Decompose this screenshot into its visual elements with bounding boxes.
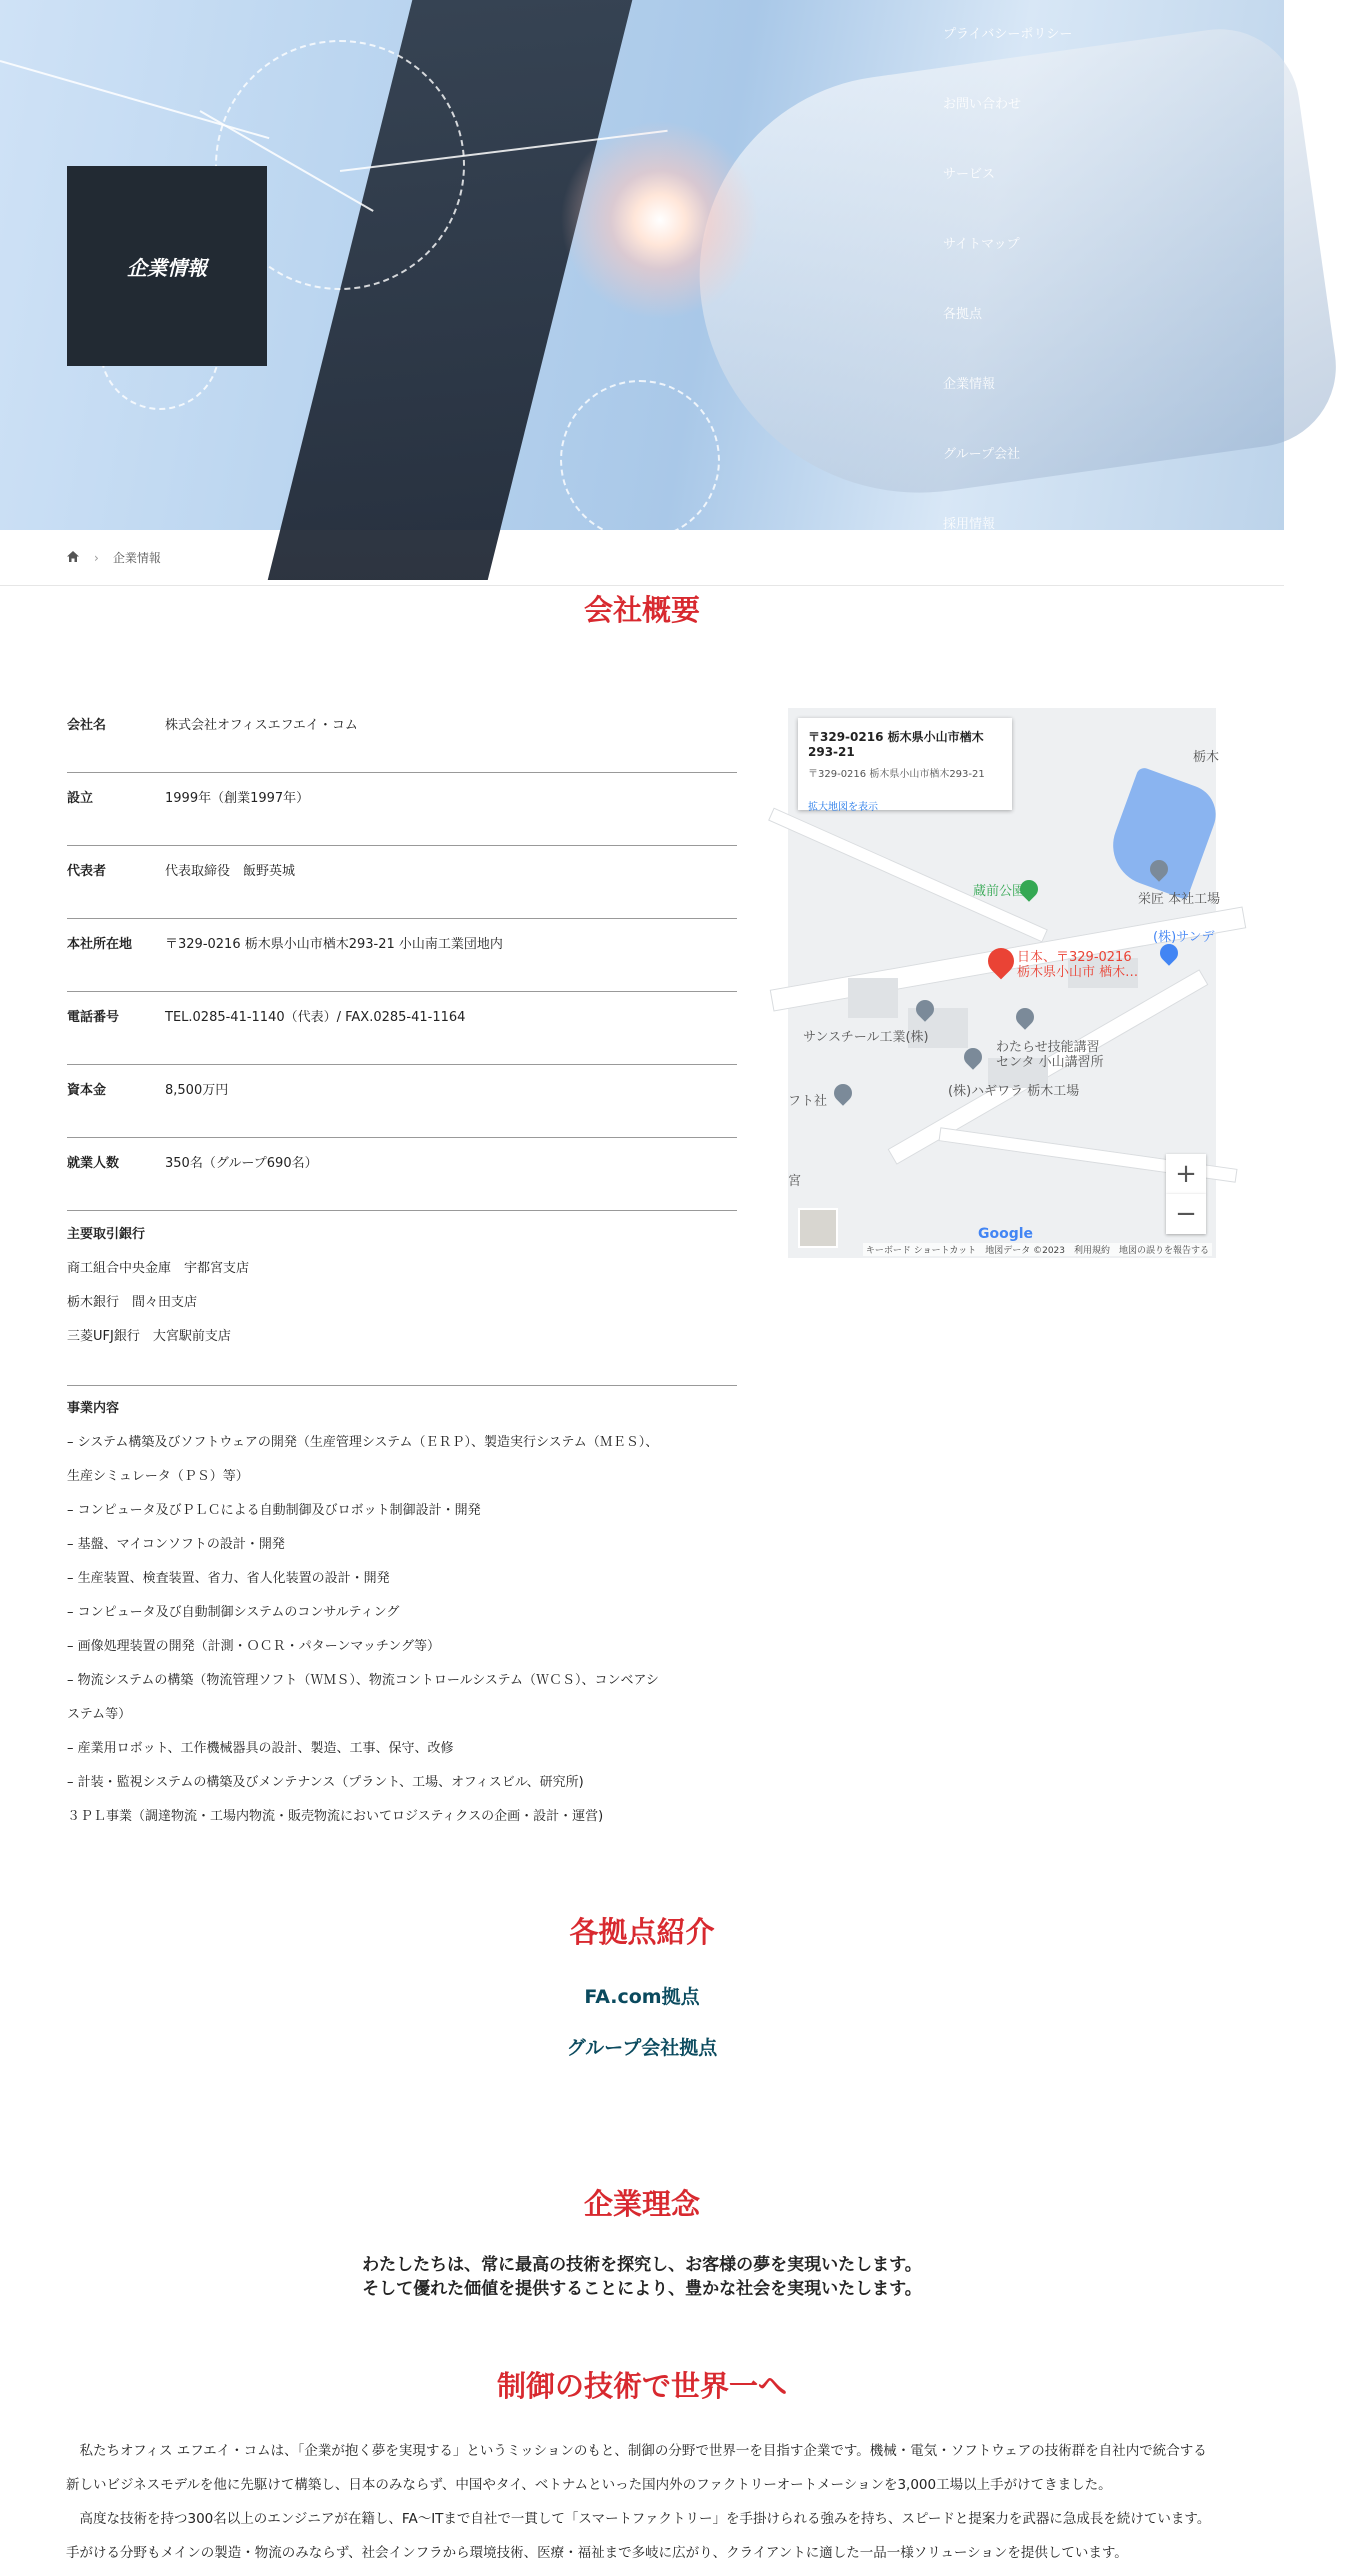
row-key: 資本金: [67, 1083, 107, 1098]
row-key: 就業人数: [67, 1156, 120, 1171]
overview-heading: 会社概要: [583, 593, 700, 627]
nav-locations[interactable]: 各拠点: [943, 307, 983, 322]
nav-company[interactable]: 企業情報: [943, 377, 996, 392]
business-item: ステム等）: [67, 1707, 132, 1722]
circuit-line-decor: [0, 60, 269, 139]
map-road: [768, 808, 1048, 943]
pin-label: [1017, 950, 1138, 980]
row-key: 設立: [67, 791, 94, 806]
overview-row: [67, 1138, 737, 1211]
locations-heading: 各拠点紹介: [569, 1915, 715, 1949]
business-key: 事業内容: [67, 1401, 120, 1416]
group-locations-link[interactable]: グループ会社拠点: [566, 2037, 718, 2059]
business-item: – 生産装置、検査装置、省力、省人化装置の設計・開発: [67, 1571, 390, 1586]
row-value: TEL.0285-41-1140（代表）/ FAX.0285-41-1164: [165, 1010, 466, 1025]
row-key: 会社名: [67, 718, 107, 733]
pin-label-line: 日本、〒329-0216: [1017, 950, 1132, 965]
map-info-sub: 〒329-0216 栃木県小山市楢木293-21: [808, 769, 985, 780]
business-item: – 基盤、マイコンソフトの設計・開発: [67, 1537, 285, 1552]
place-marker-icon[interactable]: [1012, 1004, 1037, 1029]
row-value: 株式会社オフィスエフエイ・コム: [165, 718, 358, 733]
map-label: サンスチール工業(株): [803, 1030, 929, 1045]
map-label: (株)ハギワラ 栃木工場: [948, 1084, 1080, 1099]
nav-group[interactable]: グループ会社: [943, 447, 1020, 462]
map-label: 蔵前公園: [973, 884, 1026, 899]
row-key: 代表者: [67, 864, 107, 879]
map-label: (株)サンデ: [1153, 930, 1215, 945]
breadcrumb: [0, 530, 1284, 586]
philosophy-line: わたしたちは、常に最高の技術を探究し、お客様の夢を実現いたします。: [362, 2255, 922, 2275]
map-label: 栄匠 本社工場: [1138, 892, 1221, 907]
circuit-ring-decor: [560, 380, 720, 540]
business-item: – システム構築及びソフトウェアの開発（生産管理システム（ＥＲＰ）、製造実行システム（ＭＥＳ）、: [67, 1435, 659, 1450]
map-info-card: [798, 718, 1012, 813]
bank-item: 商工組合中央金庫 宇都宮支店: [67, 1261, 250, 1276]
business-item: ３ＰＬ事業（調達物流・工場内物流・販売物流においてロジスティクスの企画・設計・運営): [67, 1809, 604, 1824]
overview-row: [67, 919, 737, 992]
nav-service[interactable]: サービス: [943, 167, 996, 182]
page-title: 企業情報: [127, 255, 207, 280]
row-value: 代表取締役 飯野英城: [165, 864, 296, 879]
map-label: センタ 小山講習所: [996, 1055, 1104, 1070]
business-item: – 計装・監視システムの構築及びメンテナンス（プラント、工場、オフィスビル、研究所): [67, 1775, 584, 1790]
philosophy-line: そして優れた価値を提供することにより、豊かな社会を実現いたします。: [362, 2279, 922, 2299]
nav-privacy[interactable]: プライバシーポリシー: [943, 27, 1073, 42]
bank-item: 三菱UFJ銀行 大宮駅前支店: [67, 1329, 231, 1344]
light-glow: [560, 120, 760, 320]
overview-row: [67, 1065, 737, 1138]
nav-contact[interactable]: お問い合わせ: [943, 97, 1022, 112]
row-value: 1999年（創業1997年）: [165, 791, 310, 806]
business-item: 生産シミュレータ（ＰＳ）等）: [67, 1469, 249, 1484]
row-key: 本社所在地: [67, 937, 133, 952]
page-title-box: [67, 166, 267, 366]
map-building: [848, 978, 898, 1018]
business-item: – 産業用ロボット、工作機械器具の設計、製造、工事、保守、改修: [67, 1741, 454, 1756]
hero-banner: [0, 0, 1284, 530]
chevron-right-icon: ›: [94, 550, 99, 565]
google-map[interactable]: [788, 708, 1221, 1258]
world-paragraph: 高度な技術を持つ300名以上のエンジニアが在籍し、FA〜ITまで自社で一貫して「スマートファクトリー」を手掛けられる強みを持ち、スピードと提案力を武器に急成長を続けています。手がける分野もメインの製造・物流のみならず、社会インフラから環境技術、医療・福祉まで多岐に広がり、クライアントに適した一品一様ソリューションを提供しています。: [66, 2511, 1211, 2561]
map-info-title: 〒329-0216 栃木県小山市楢木293-21: [808, 730, 984, 759]
map-water: [1102, 766, 1224, 900]
breadcrumb-current: 企業情報: [112, 551, 161, 565]
row-value: 8,500万円: [165, 1083, 229, 1098]
nav-recruit[interactable]: 採用情報: [943, 517, 996, 532]
business-item: – 画像処理装置の開発（計測・ＯＣＲ・パターンマッチング等）: [67, 1639, 440, 1654]
row-value: 350名（グループ690名）: [165, 1156, 318, 1171]
business-item: – コンピュータ及び自動制御システムのコンサルティング: [67, 1605, 400, 1620]
fa-com-locations-link[interactable]: FA.com拠点: [584, 1986, 700, 2008]
business-item: – コンピュータ及びＰＬＣによる自動制御及びロボット制御設計・開発: [67, 1503, 481, 1518]
zoom-in-button[interactable]: +: [1166, 1154, 1206, 1194]
banks-block: [67, 1218, 737, 1386]
zoom-out-button[interactable]: −: [1166, 1194, 1206, 1234]
map-label: わたらせ技能講習: [996, 1040, 1100, 1055]
place-marker-icon[interactable]: [830, 1080, 855, 1105]
overview-row: [67, 773, 737, 846]
map-label: 宮: [788, 1174, 802, 1189]
world-heading: 制御の技術で世界一へ: [496, 2369, 787, 2403]
place-marker-icon[interactable]: [960, 1044, 985, 1069]
nav-sitemap[interactable]: サイトマップ: [943, 237, 1020, 252]
map-label: フト社: [788, 1094, 828, 1109]
global-nav: [943, 22, 1072, 582]
philosophy-heading: 企業理念: [583, 2187, 700, 2221]
row-key: 電話番号: [67, 1010, 120, 1025]
map-label: 栃木: [1193, 750, 1220, 765]
map-enlarge-link[interactable]: 拡大地図を表示: [808, 802, 878, 813]
business-item: – 物流システムの構築（物流管理ソフト（ＷＭＳ）、物流コントロールシステム（ＷＣＳ）、コンベアシ: [67, 1673, 659, 1688]
world-paragraph: 私たちオフィス エフエイ・コムは、「企業が抱く夢を実現する」というミッションのもと、制御の分野で世界一を目指す企業です。機械・電気・ソフトウェアの技術群を自社内で統合する新しいビジネスモデルを他に先駆けて構築し、日本のみならず、中国やタイ、ベトナムといった国内外のファクトリーオートメーションを3,000工場以上手がけてきました。: [66, 2443, 1207, 2493]
pin-label-line: 栃木県小山市 楢木…: [1017, 965, 1139, 980]
map-type-toggle[interactable]: [798, 1208, 838, 1248]
row-value: 〒329-0216 栃木県小山市楢木293-21 小山南工業団地内: [165, 937, 503, 952]
google-logo: Google: [978, 1226, 1034, 1242]
overview-row: [67, 846, 737, 919]
overview-row: [67, 992, 737, 1065]
banks-key: 主要取引銀行: [67, 1227, 146, 1242]
overview-row: [67, 700, 737, 773]
business-block: [67, 1392, 737, 1834]
map-attribution[interactable]: キーボード ショートカット 地図データ ©2023 利用規約 地図の誤りを報告する: [863, 1243, 1212, 1256]
home-icon[interactable]: [66, 550, 80, 566]
bank-item: 栃木銀行 間々田支店: [67, 1295, 198, 1310]
